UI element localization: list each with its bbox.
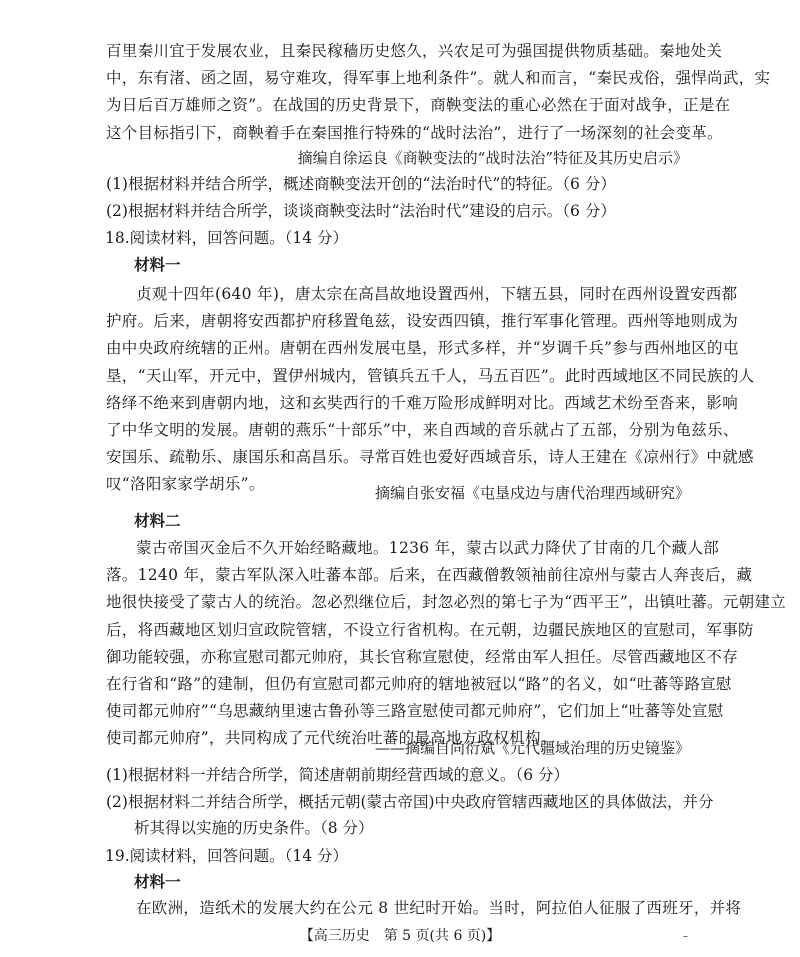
paragraph-line: 落。1240 年，蒙古军队深入吐蕃本部。后来，在西藏僧教领袖前往凉州与蒙古人奔丧后，藏 [106,566,753,585]
source-citation: 摘编自徐运良《商鞅变法的“战时法治”特征及其历史启示》 [297,149,688,167]
paragraph-line: 了中华文明的发展。唐朝的燕乐“十部乐”中，来自西域的音乐就占了五部，分别为龟兹乐、 [106,421,739,440]
paragraph-line: 使司都元帅府”，共同构成了元代统治吐蕃的最高地方政权机构。 [106,729,557,748]
paragraph-line: 贞观十四年(640 年)，唐太宗在高昌故地设置西州，下辖五县，同时在西州设置安西都 [136,285,738,303]
corner-mark: – [683,931,688,942]
question-18-heading: 18.阅读材料，回答问题。（14 分） [105,229,349,247]
paragraph-line: 垦，“天山军，开元中，置伊州城内，管镇兵五千人，马五百匹”。此时西域地区不同民族的人 [106,366,755,385]
paragraph-line: 地很快接受了蒙古人的统治。忽必烈继位后，封忽必烈的第七子为“西平王”，出镇吐蕃。元朝建立 [106,593,787,612]
source-citation: 摘编自张安福《屯垦戍边与唐代治理西域研究》 [374,484,690,502]
paragraph-line: 后，将西藏地区划归宣政院管辖，不设立行省机构。在元朝，边疆民族地区的宣慰司，军事防 [106,620,754,639]
material-continuation-paragraph [106,38,770,147]
question-17-2: (2)根据材料并结合所学，谈谈商鞅变法时“法治时代”建设的启示。（6 分） [106,202,616,220]
paragraph-line: 安国乐、疏勒乐、康国乐和高昌乐。寻常百姓也爱好西域音乐，诗人王建在《凉州行》中就感 [106,448,754,467]
paragraph-line: 叹“洛阳家家学胡乐”。 [106,475,265,494]
paragraph-line: 为日后百万雄师之资”。在战国的历史背景下，商鞅变法的重心必然在于面对战争，正是在 [106,96,731,115]
question-18-1: (1)根据材料一并结合所学，简述唐朝前期经营西域的意义。（6 分） [106,766,569,784]
question-17-1: (1)根据材料并结合所学，概述商鞅变法开创的“法治时代”的特征。（6 分） [106,175,616,193]
paragraph-line: 由中央政府统辖的正州。唐朝在西州发展屯垦，形式多样，并“岁调千兵”参与西州地区的屯 [106,339,739,358]
paragraph-line: 御功能较强，亦称宣慰司都元帅府，其长官称宣慰使，经常由军人担任。尽管西藏地区不存 [106,647,739,666]
question-18-2-continued: 析其得以实施的历史条件。（8 分） [134,819,374,837]
question-18-2: (2)根据材料二并结合所学，概括元朝(蒙古帝国)中央政府管辖西藏地区的具体做法，并分 [106,793,714,811]
paragraph-line: 在行省和“路”的建制，但仍有宣慰司都元帅府的辖地被冠以“路”的名义，如“吐蕃等路宣慰 [106,675,732,694]
material-1-paragraph [106,281,754,499]
paragraph-line: 中，东有渚、函之固，易守难攻，得军事上地利条件”。就人和而言，“秦民戎俗，强悍尚武，实 [106,69,771,88]
paragraph-line: 蒙古帝国灭金后不久开始经略藏地。1236 年，蒙古以武力降伏了甘南的几个藏人部 [136,539,720,557]
paragraph-line: 百里秦川宜于发展农业，且秦民稼穑历史悠久，兴农足可为强国提供物质基础。秦地处关 [106,42,723,60]
paragraph-line: 络绎不绝来到唐朝内地，这和玄奘西行的千难万险形成鲜明对比。西域艺术纷至沓来，影响 [106,393,739,412]
paragraph-line: 护府。后来，唐朝将安西都护府移置龟兹，设安西四镇，推行军事化管理。西州等地则成为 [106,312,739,331]
source-citation: ——摘编自尚衍斌《元代疆域治理的历史镜鉴》 [374,739,690,757]
material-1-paragraph-q19: 在欧洲，造纸术的发展大约在公元 8 世纪时开始。当时，阿拉伯人征服了西班牙，并将 [136,899,742,917]
paragraph-line: 使司都元帅府”“乌思藏纳里速古鲁孙等三路宣慰使司都元帅府”，它们加上“吐蕃等处宣慰 [106,702,724,721]
material-1-title-q19: 材料一 [134,873,181,891]
material-2-paragraph [106,535,786,753]
material-2-title: 材料二 [134,512,181,530]
paragraph-line: 这个目标指引下，商鞅着手在秦国推行特殊的“战时法治”，进行了一场深刻的社会变革。 [106,123,723,142]
question-19-heading: 19.阅读材料，回答问题。（14 分） [105,847,349,865]
page-footer: 【高三历史 第 5 页(共 6 页)】 [299,928,501,944]
material-1-title: 材料一 [134,256,181,274]
